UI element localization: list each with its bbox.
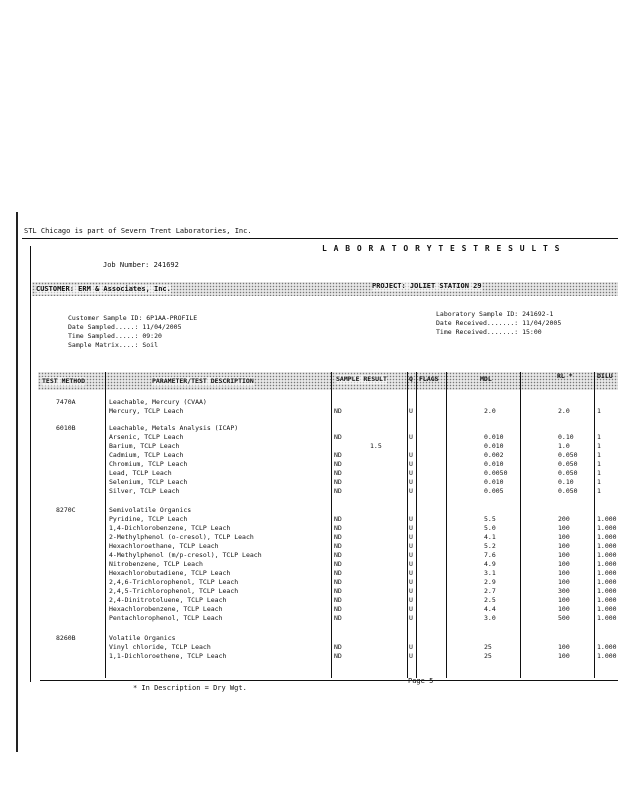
col-dil: DILU bbox=[597, 372, 613, 380]
sample-info-right bbox=[436, 310, 561, 337]
sample-matrix: Sample Matrix....: Soil bbox=[68, 341, 159, 349]
qualifier-cell: U bbox=[409, 451, 413, 459]
rl-cell: 0.050 bbox=[558, 451, 578, 459]
table-row bbox=[0, 515, 618, 524]
result-cell: ND bbox=[334, 587, 342, 595]
parameter-cell: Vinyl chloride, TCLP Leach bbox=[109, 643, 211, 651]
lab-sample-id: Laboratory Sample ID: 241692-1 bbox=[436, 310, 554, 318]
rl-cell: 0.050 bbox=[558, 460, 578, 468]
result-cell: ND bbox=[334, 578, 342, 586]
mdl-cell: 0.010 bbox=[484, 460, 504, 468]
result-cell: ND bbox=[334, 542, 342, 550]
result-cell: ND bbox=[334, 407, 342, 415]
mdl-cell: 5.2 bbox=[484, 542, 496, 550]
parameter-cell: 2,4-Dinitrotoluene, TCLP Leach bbox=[109, 596, 227, 604]
qualifier-cell: U bbox=[409, 407, 413, 415]
dilution-cell: 1 bbox=[597, 433, 601, 441]
mdl-cell: 2.9 bbox=[484, 578, 496, 586]
parameter-cell: Selenium, TCLP Leach bbox=[109, 478, 188, 486]
table-row bbox=[0, 652, 618, 661]
rl-cell: 100 bbox=[558, 560, 570, 568]
mdl-cell: 0.002 bbox=[484, 451, 504, 459]
qualifier-cell: U bbox=[409, 596, 413, 604]
col-mdl: MDL bbox=[480, 375, 492, 383]
qualifier-cell: U bbox=[409, 524, 413, 532]
result-cell: ND bbox=[334, 451, 342, 459]
table-row bbox=[0, 587, 618, 596]
col-rl: RL * bbox=[557, 372, 573, 380]
table-row bbox=[0, 506, 618, 515]
mdl-cell: 2.0 bbox=[484, 407, 496, 415]
dilution-cell: 1.000 bbox=[597, 515, 617, 523]
qualifier-cell: U bbox=[409, 469, 413, 477]
dilution-cell: 1.000 bbox=[597, 652, 617, 660]
rl-cell: 1.0 bbox=[558, 442, 570, 450]
qualifier-cell: U bbox=[409, 515, 413, 523]
table-row bbox=[0, 596, 618, 605]
dilution-cell: 1.000 bbox=[597, 614, 617, 622]
qualifier-cell: U bbox=[409, 652, 413, 660]
table-row bbox=[0, 614, 618, 623]
mdl-cell: 0.010 bbox=[484, 478, 504, 486]
customer-sample-id: Customer Sample ID: 6P1AA-PROFILE bbox=[68, 314, 198, 322]
mdl-cell: 0.010 bbox=[484, 433, 504, 441]
rl-cell: 0.10 bbox=[558, 478, 574, 486]
parameter-cell: Chromium, TCLP Leach bbox=[109, 460, 188, 468]
footer-note: * In Description = Dry Wgt. bbox=[133, 684, 247, 692]
col-result: SAMPLE RESULT bbox=[336, 375, 387, 383]
date-sampled: Date Sampled.....: 11/04/2005 bbox=[68, 323, 182, 331]
table-row bbox=[0, 569, 618, 578]
result-cell: ND bbox=[334, 524, 342, 532]
qualifier-cell: U bbox=[409, 587, 413, 595]
result-cell: ND bbox=[334, 533, 342, 541]
parameter-cell: 2-Methylphenol (o-cresol), TCLP Leach bbox=[109, 533, 254, 541]
dilution-cell: 1 bbox=[597, 407, 601, 415]
result-cell: ND bbox=[334, 515, 342, 523]
qualifier-cell: U bbox=[409, 643, 413, 651]
page-label: Page 5 bbox=[408, 677, 434, 685]
mdl-cell: 2.5 bbox=[484, 596, 496, 604]
result-cell: ND bbox=[334, 652, 342, 660]
col-q: Q bbox=[409, 375, 413, 383]
result-cell: ND bbox=[334, 460, 342, 468]
result-cell: 1.5 bbox=[370, 442, 382, 450]
rl-cell: 500 bbox=[558, 614, 570, 622]
time-received: Time Received.......: 15:00 bbox=[436, 328, 542, 336]
dilution-cell: 1.000 bbox=[597, 569, 617, 577]
mdl-cell: 3.0 bbox=[484, 614, 496, 622]
table-row bbox=[0, 433, 618, 442]
test-method: 8270C bbox=[56, 506, 76, 514]
table-row bbox=[0, 451, 618, 460]
rl-cell: 0.10 bbox=[558, 433, 574, 441]
mdl-cell: 25 bbox=[484, 652, 492, 660]
qualifier-cell: U bbox=[409, 605, 413, 613]
mdl-cell: 0.005 bbox=[484, 487, 504, 495]
table-row bbox=[0, 533, 618, 542]
table-row bbox=[0, 478, 618, 487]
dilution-cell: 1.000 bbox=[597, 596, 617, 604]
result-cell: ND bbox=[334, 605, 342, 613]
table-row bbox=[0, 424, 618, 433]
parameter-cell: Nitrobenzene, TCLP Leach bbox=[109, 560, 203, 568]
qualifier-cell: U bbox=[409, 614, 413, 622]
result-cell: ND bbox=[334, 643, 342, 651]
qualifier-cell: U bbox=[409, 560, 413, 568]
frame-bottom-rule bbox=[40, 680, 618, 681]
dilution-cell: 1.000 bbox=[597, 524, 617, 532]
rl-cell: 100 bbox=[558, 569, 570, 577]
table-row bbox=[0, 542, 618, 551]
dilution-cell: 1.000 bbox=[597, 578, 617, 586]
parameter-cell: 4-Methylphenol (m/p-cresol), TCLP Leach bbox=[109, 551, 262, 559]
rl-cell: 100 bbox=[558, 643, 570, 651]
table-row bbox=[0, 460, 618, 469]
parameter-cell: Mercury, TCLP Leach bbox=[109, 407, 184, 415]
date-received: Date Received.......: 11/04/2005 bbox=[436, 319, 562, 327]
parameter-cell: Barium, TCLP Leach bbox=[109, 442, 180, 450]
table-row bbox=[0, 524, 618, 533]
qualifier-cell: U bbox=[409, 542, 413, 550]
mdl-cell: 0.0050 bbox=[484, 469, 508, 477]
parameter-cell: Pyridine, TCLP Leach bbox=[109, 515, 188, 523]
rl-cell: 100 bbox=[558, 652, 570, 660]
mdl-cell: 5.5 bbox=[484, 515, 496, 523]
result-cell: ND bbox=[334, 596, 342, 604]
table-row bbox=[0, 407, 618, 416]
mdl-cell: 7.6 bbox=[484, 551, 496, 559]
qualifier-cell: U bbox=[409, 578, 413, 586]
mdl-cell: 4.1 bbox=[484, 533, 496, 541]
qualifier-cell: U bbox=[409, 551, 413, 559]
parameter-cell: 2,4,5-Trichlorophenol, TCLP Leach bbox=[109, 587, 239, 595]
parameter-cell: Hexachlorobutadiene, TCLP Leach bbox=[109, 569, 231, 577]
dilution-cell: 1 bbox=[597, 469, 601, 477]
result-cell: ND bbox=[334, 614, 342, 622]
qualifier-cell: U bbox=[409, 487, 413, 495]
table-row bbox=[0, 487, 618, 496]
time-sampled: Time Sampled.....: 09:20 bbox=[68, 332, 162, 340]
rl-cell: 100 bbox=[558, 551, 570, 559]
table-row bbox=[0, 643, 618, 652]
parameter-cell: 1,4-Dichlorobenzene, TCLP Leach bbox=[109, 524, 231, 532]
mdl-cell: 3.1 bbox=[484, 569, 496, 577]
test-method: 6010B bbox=[56, 424, 76, 432]
result-cell: ND bbox=[334, 478, 342, 486]
test-method: 8260B bbox=[56, 634, 76, 642]
customer-label: CUSTOMER: ERM & Associates, Inc. bbox=[36, 285, 171, 293]
rl-cell: 100 bbox=[558, 542, 570, 550]
sample-info-left bbox=[68, 314, 197, 350]
parameter-cell: Hexachloroethane, TCLP Leach bbox=[109, 542, 219, 550]
result-cell: ND bbox=[334, 560, 342, 568]
parameter-cell: Volatile Organics bbox=[109, 634, 176, 642]
dilution-cell: 1.000 bbox=[597, 551, 617, 559]
dilution-cell: 1.000 bbox=[597, 533, 617, 541]
dilution-cell: 1 bbox=[597, 478, 601, 486]
parameter-cell: Arsenic, TCLP Leach bbox=[109, 433, 184, 441]
mdl-cell: 5.0 bbox=[484, 524, 496, 532]
header-note: STL Chicago is part of Severn Trent Laboratories, Inc. bbox=[24, 227, 252, 235]
qualifier-cell: U bbox=[409, 478, 413, 486]
parameter-cell: Cadmium, TCLP Leach bbox=[109, 451, 184, 459]
rl-cell: 0.050 bbox=[558, 469, 578, 477]
table-row bbox=[0, 442, 618, 451]
qualifier-cell: U bbox=[409, 433, 413, 441]
rl-cell: 100 bbox=[558, 533, 570, 541]
rl-cell: 200 bbox=[558, 515, 570, 523]
rl-cell: 100 bbox=[558, 524, 570, 532]
mdl-cell: 4.9 bbox=[484, 560, 496, 568]
dilution-cell: 1.000 bbox=[597, 587, 617, 595]
rl-cell: 100 bbox=[558, 578, 570, 586]
dilution-cell: 1.000 bbox=[597, 560, 617, 568]
table-row bbox=[0, 551, 618, 560]
result-cell: ND bbox=[334, 569, 342, 577]
table-row bbox=[0, 578, 618, 587]
table-row bbox=[0, 634, 618, 643]
rl-cell: 100 bbox=[558, 605, 570, 613]
rl-cell: 2.0 bbox=[558, 407, 570, 415]
dilution-cell: 1 bbox=[597, 451, 601, 459]
qualifier-cell: U bbox=[409, 460, 413, 468]
dilution-cell: 1.000 bbox=[597, 542, 617, 550]
test-method: 7470A bbox=[56, 398, 76, 406]
report-title: L A B O R A T O R Y T E S T R E S U L T S bbox=[322, 244, 561, 253]
table-header-band bbox=[38, 372, 618, 390]
table-row bbox=[0, 469, 618, 478]
parameter-cell: Semivolatile Organics bbox=[109, 506, 192, 514]
project-label: PROJECT: JOLIET STATION 29 bbox=[372, 282, 482, 290]
col-flags: FLAGS bbox=[419, 375, 439, 383]
mdl-cell: 25 bbox=[484, 643, 492, 651]
dilution-cell: 1 bbox=[597, 442, 601, 450]
dilution-cell: 1.000 bbox=[597, 643, 617, 651]
qualifier-cell: U bbox=[409, 533, 413, 541]
dilution-cell: 1.000 bbox=[597, 605, 617, 613]
table-row bbox=[0, 398, 618, 407]
parameter-cell: Leachable, Metals Analysis (ICAP) bbox=[109, 424, 239, 432]
parameter-cell: Hexachlorobenzene, TCLP Leach bbox=[109, 605, 223, 613]
parameter-cell: Silver, TCLP Leach bbox=[109, 487, 180, 495]
result-cell: ND bbox=[334, 433, 342, 441]
dilution-cell: 1 bbox=[597, 460, 601, 468]
table-row bbox=[0, 560, 618, 569]
parameter-cell: 2,4,6-Trichlorophenol, TCLP Leach bbox=[109, 578, 239, 586]
result-cell: ND bbox=[334, 487, 342, 495]
rl-cell: 300 bbox=[558, 587, 570, 595]
frame-top-rule bbox=[22, 238, 618, 239]
col-parameter: PARAMETER/TEST DESCRIPTION bbox=[152, 377, 254, 385]
mdl-cell: 4.4 bbox=[484, 605, 496, 613]
parameter-cell: 1,1-Dichloroethene, TCLP Leach bbox=[109, 652, 227, 660]
mdl-cell: 0.010 bbox=[484, 442, 504, 450]
job-number: Job Number: 241692 bbox=[103, 261, 179, 269]
rl-cell: 100 bbox=[558, 596, 570, 604]
mdl-cell: 2.7 bbox=[484, 587, 496, 595]
dilution-cell: 1 bbox=[597, 487, 601, 495]
parameter-cell: Leachable, Mercury (CVAA) bbox=[109, 398, 207, 406]
rl-cell: 0.050 bbox=[558, 487, 578, 495]
col-method: TEST METHOD bbox=[42, 377, 86, 385]
parameter-cell: Pentachlorophenol, TCLP Leach bbox=[109, 614, 223, 622]
qualifier-cell: U bbox=[409, 569, 413, 577]
result-cell: ND bbox=[334, 551, 342, 559]
table-row bbox=[0, 605, 618, 614]
result-cell: ND bbox=[334, 469, 342, 477]
parameter-cell: Lead, TCLP Leach bbox=[109, 469, 172, 477]
